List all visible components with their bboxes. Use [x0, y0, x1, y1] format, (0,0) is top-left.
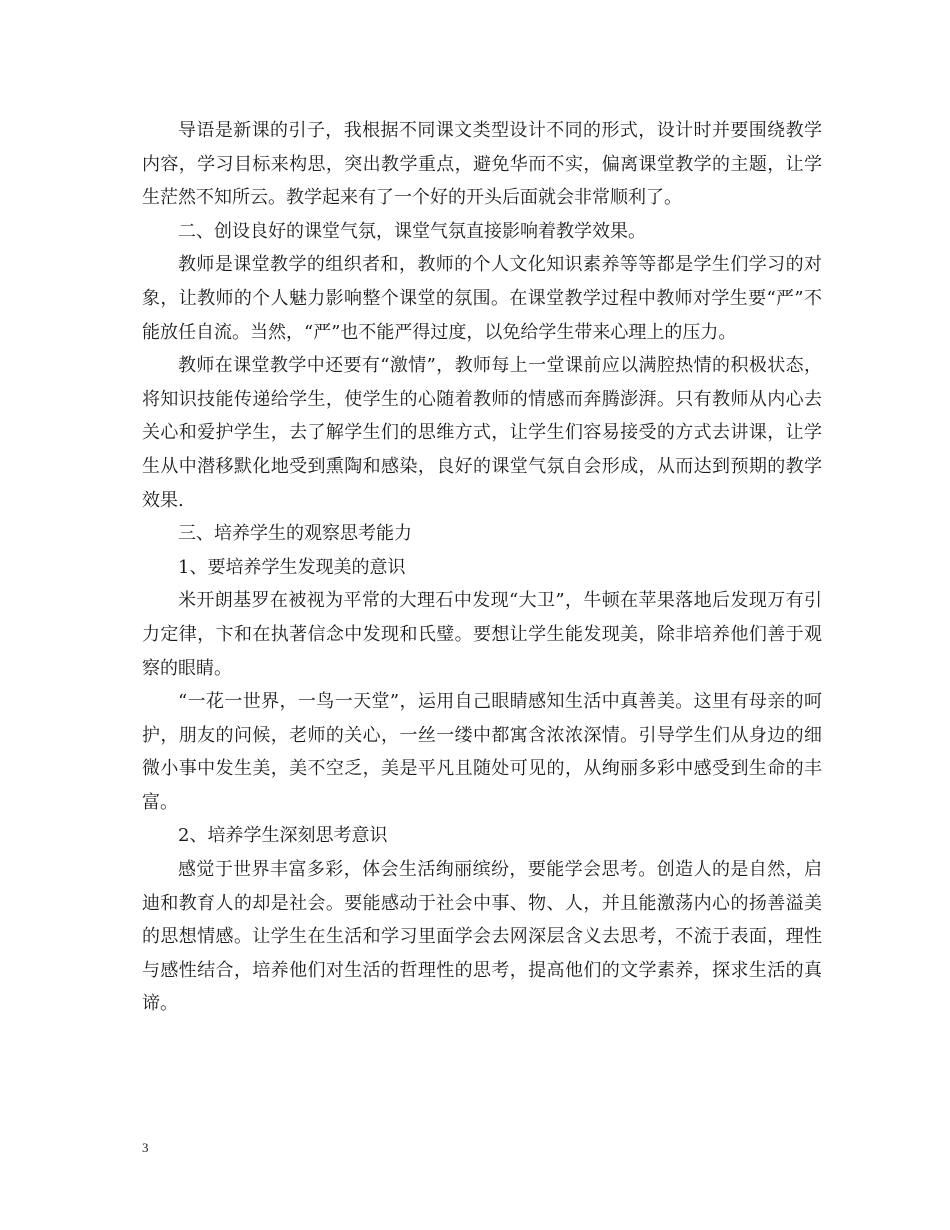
paragraph-deep-thinking: 感觉于世界丰富多彩，体会生活绚丽缤纷，要能学会思考。创造人的是自然，启迪和教育人的却是社会。要能感动于社会中事、物、人，并且能激荡内心的扬善溢美的思想情感。让学生在生活和学习里面学会去网深层含义去思考，不流于表面，理性与感性结合，培养他们对生活的哲理性的思考，提高他们的文学素养，探求生活的真谛。	[142, 859, 822, 1015]
page-number: 3	[142, 1140, 149, 1155]
heading-section-3: 三、培养学生的观察思考能力	[178, 523, 412, 545]
paragraph-teacher-passion: 教师在课堂教学中还要有“激情”，教师每上一堂课前应以满腔热情的积极状态，将知识技能传递给学生，使学生的心随着教师的情感而奔腾澎湃。只有教师从内心去关心和爱护学生，去了解学生们的思维方式，让学生们容易接受的方式去讲课，让学生从中潜移默化地受到熏陶和感染，良好的课堂气氛自会形成，从而达到预期的教学效果.	[142, 355, 822, 511]
paragraph-teacher-role: 教师是课堂教学的组织者和，教师的个人文化知识素养等等都是学生们学习的对象，让教师的个人魅力影响整个课堂的氛围。在课堂教学过程中教师对学生要“严”不能放任自流。当然，“严”也不能严得过度，以免给学生带来心理上的压力。	[142, 254, 822, 343]
paragraph-intro: 导语是新课的引子，我根据不同课文类型设计不同的形式，设计时并要围绕教学内容，学习目标来构思，突出教学重点，避免华而不实，偏离课堂教学的主题，让学生茫然不知所云。教学起来有了一个好的开头后面就会非常顺利了。	[142, 120, 822, 209]
paragraph-discover-beauty: 米开朗基罗在被视为平常的大理石中发现“大卫”，牛顿在苹果落地后发现万有引力定律，卞和在执著信念中发现和氏璧。要想让学生能发现美，除非培养他们善于观察的眼睛。	[142, 590, 822, 679]
paragraph-flower-world: “一花一世界，一鸟一天堂”，运用自己眼睛感知生活中真善美。这里有母亲的呵护，朋友的问候，老师的关心，一丝一缕中都寓含浓浓深情。引导学生们从身边的细微小事中发生美，美不空乏，美是平凡且随处可见的，从绚丽多彩中感受到生命的丰富。	[142, 691, 822, 813]
subheading-3-2: 2、培养学生深刻思考意识	[178, 825, 388, 847]
subheading-3-1: 1、要培养学生发现美的意识	[178, 556, 406, 578]
document-body	[142, 114, 822, 1021]
heading-section-2: 二、创设良好的课堂气氛，课堂气氛直接影响着教学效果。	[178, 220, 646, 242]
